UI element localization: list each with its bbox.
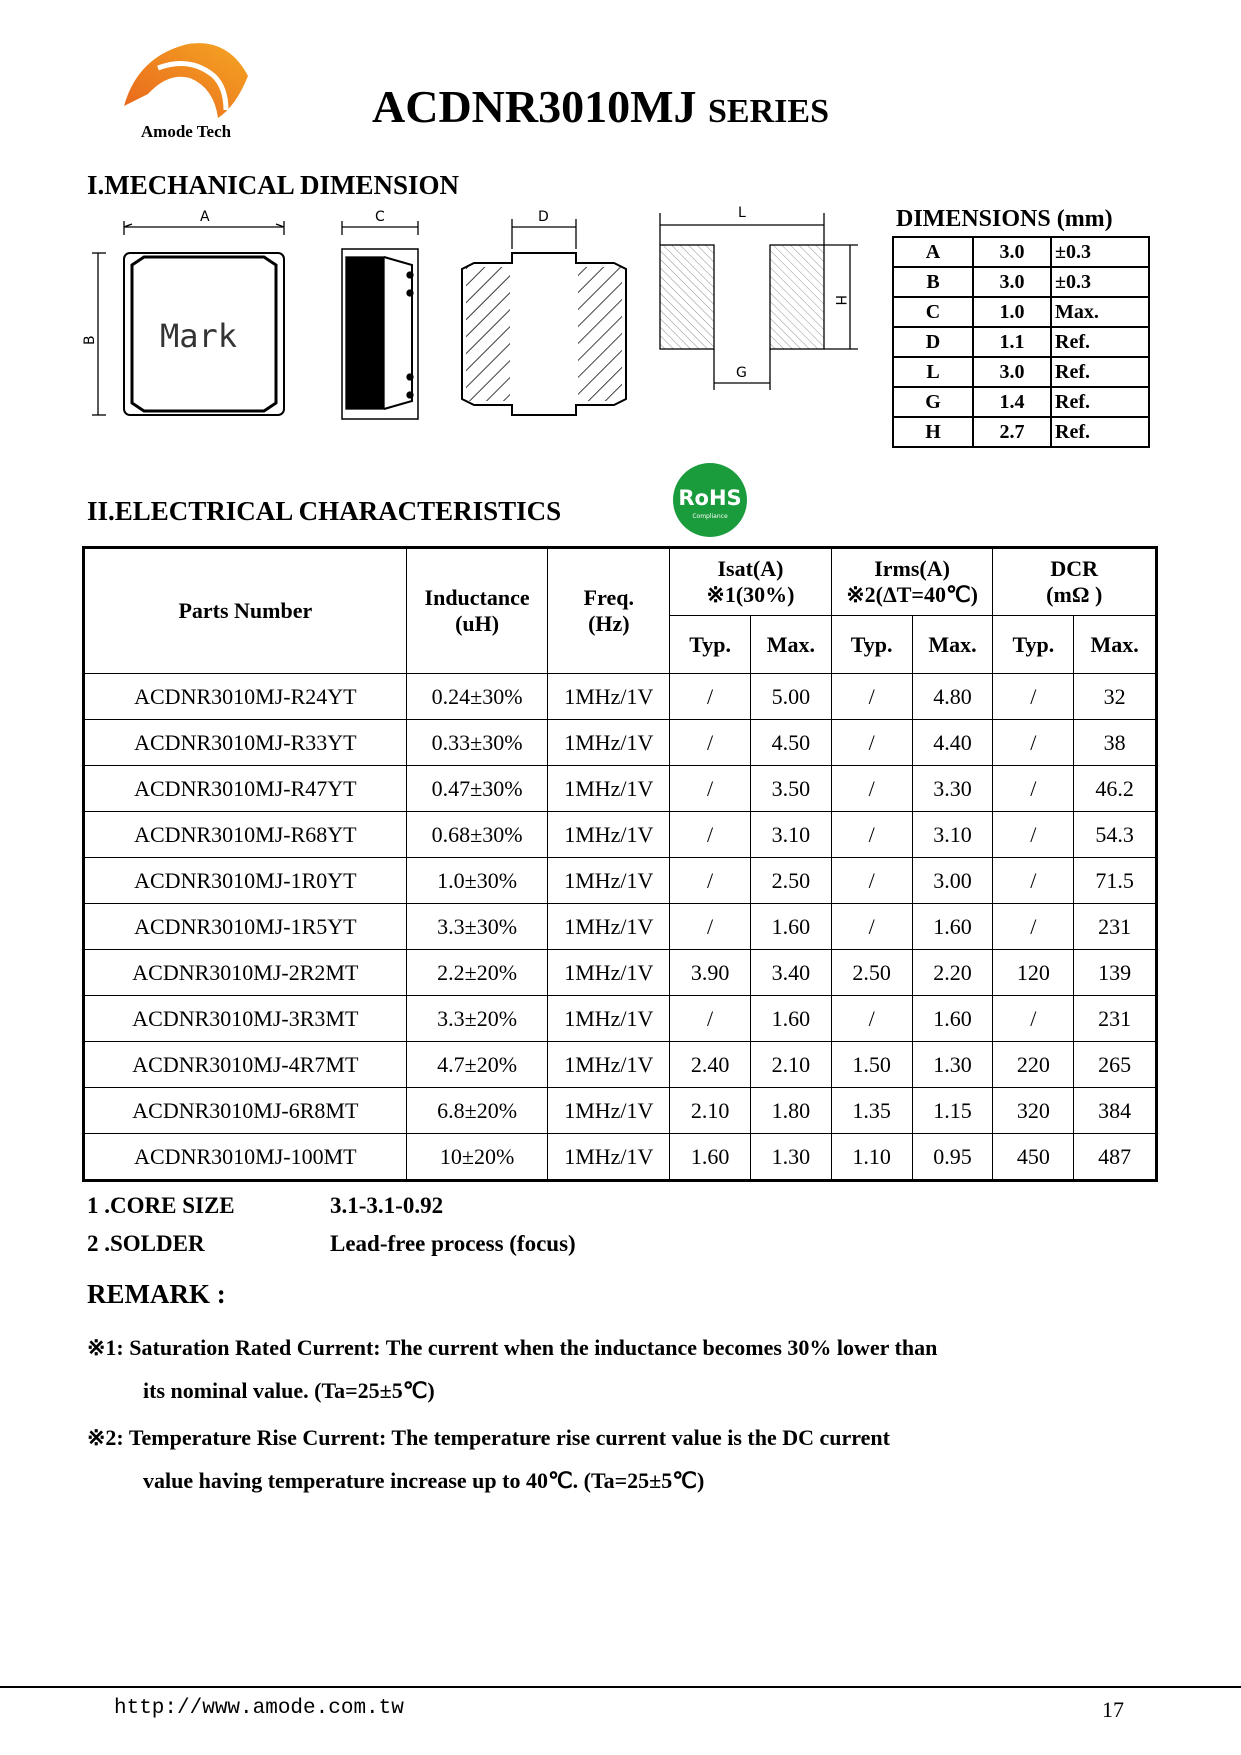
dim-label-d: D xyxy=(538,209,549,225)
cell-isat-typ: 3.90 xyxy=(670,950,751,996)
cell-isat-max: 3.40 xyxy=(750,950,831,996)
dimension-symbol: C xyxy=(893,297,973,327)
cell-dcr-max: 71.5 xyxy=(1074,858,1157,904)
dimension-symbol: A xyxy=(893,237,973,267)
dim-label-g: G xyxy=(736,365,747,381)
dimension-value: 3.0 xyxy=(973,237,1051,267)
title-suffix: SERIES xyxy=(708,93,829,130)
dimension-tolerance: Ref. xyxy=(1051,327,1149,357)
cell-ind: 10±20% xyxy=(406,1134,548,1181)
header-dcr: DCR (mΩ ) xyxy=(993,548,1157,616)
cell-isat-typ: / xyxy=(670,674,751,720)
dimension-row xyxy=(893,237,1149,267)
cell-part: ACDNR3010MJ-1R0YT xyxy=(84,858,407,904)
dimension-row xyxy=(893,267,1149,297)
cell-irms-typ: 1.35 xyxy=(831,1088,912,1134)
dimension-symbol: G xyxy=(893,387,973,417)
dimension-tolerance: Ref. xyxy=(1051,417,1149,447)
header-inductance: Inductance (uH) xyxy=(406,548,548,674)
cell-dcr-typ: / xyxy=(993,720,1074,766)
dimension-row xyxy=(893,417,1149,447)
dimension-value: 3.0 xyxy=(973,357,1051,387)
cell-irms-max: 4.80 xyxy=(912,674,993,720)
dimension-symbol: B xyxy=(893,267,973,297)
cell-dcr-max: 231 xyxy=(1074,904,1157,950)
dimension-row xyxy=(893,387,1149,417)
cell-irms-typ: 1.10 xyxy=(831,1134,912,1181)
dimension-value: 3.0 xyxy=(973,267,1051,297)
cell-isat-max: 1.80 xyxy=(750,1088,831,1134)
cell-irms-typ: / xyxy=(831,996,912,1042)
cell-dcr-max: 32 xyxy=(1074,674,1157,720)
cell-irms-max: 1.30 xyxy=(912,1042,993,1088)
dimension-tolerance: Ref. xyxy=(1051,387,1149,417)
section-electrical-heading: II.ELECTRICAL CHARACTERISTICS xyxy=(87,496,562,526)
rohs-text: RoHS xyxy=(678,486,742,510)
cell-ind: 3.3±20% xyxy=(406,996,548,1042)
cell-irms-typ: / xyxy=(831,904,912,950)
dimensions-table xyxy=(892,236,1150,448)
core-size-label: 1 .CORE SIZE xyxy=(87,1193,235,1218)
title-main: ACDNR3010MJ xyxy=(372,81,697,132)
cell-part: ACDNR3010MJ-2R2MT xyxy=(84,950,407,996)
cell-ind: 0.68±30% xyxy=(406,812,548,858)
dimension-tolerance: ±0.3 xyxy=(1051,237,1149,267)
dimension-row xyxy=(893,357,1149,387)
cell-ind: 0.33±30% xyxy=(406,720,548,766)
header-isat: Isat(A) ※1(30%) xyxy=(670,548,831,616)
cell-part: ACDNR3010MJ-R47YT xyxy=(84,766,407,812)
cell-irms-max: 3.10 xyxy=(912,812,993,858)
cell-dcr-typ: / xyxy=(993,812,1074,858)
cell-isat-typ: 1.60 xyxy=(670,1134,751,1181)
dim-label-l: L xyxy=(738,205,746,221)
cell-dcr-typ: / xyxy=(993,858,1074,904)
cell-isat-max: 2.10 xyxy=(750,1042,831,1088)
cell-part: ACDNR3010MJ-100MT xyxy=(84,1134,407,1181)
table-row xyxy=(84,812,1157,858)
dim-label-a: A xyxy=(200,209,210,225)
page-title xyxy=(372,80,829,133)
cell-isat-typ: / xyxy=(670,766,751,812)
dimension-symbol: D xyxy=(893,327,973,357)
cell-part: ACDNR3010MJ-3R3MT xyxy=(84,996,407,1042)
cell-dcr-max: 54.3 xyxy=(1074,812,1157,858)
dim-label-b: B xyxy=(82,335,98,345)
cell-isat-typ: / xyxy=(670,720,751,766)
cell-irms-typ: / xyxy=(831,812,912,858)
cell-dcr-typ: / xyxy=(993,766,1074,812)
table-row xyxy=(84,996,1157,1042)
cell-irms-max: 2.20 xyxy=(912,950,993,996)
cell-isat-typ: / xyxy=(670,858,751,904)
cell-isat-max: 1.60 xyxy=(750,996,831,1042)
cell-isat-max: 2.50 xyxy=(750,858,831,904)
cell-ind: 2.2±20% xyxy=(406,950,548,996)
cell-dcr-max: 139 xyxy=(1074,950,1157,996)
header-irms-max: Max. xyxy=(912,616,993,674)
cell-irms-max: 1.60 xyxy=(912,904,993,950)
dimension-symbol: H xyxy=(893,417,973,447)
cell-freq: 1MHz/1V xyxy=(548,720,670,766)
header-dcr-typ: Typ. xyxy=(993,616,1074,674)
cell-irms-max: 0.95 xyxy=(912,1134,993,1181)
table-row xyxy=(84,720,1157,766)
table-row xyxy=(84,1042,1157,1088)
cell-dcr-typ: / xyxy=(993,904,1074,950)
remark-1-line-2: its nominal value. (Ta=25±5℃) xyxy=(143,1378,435,1403)
rohs-badge xyxy=(672,462,748,538)
cell-dcr-typ: 320 xyxy=(993,1088,1074,1134)
cell-freq: 1MHz/1V xyxy=(548,950,670,996)
cell-isat-typ: / xyxy=(670,996,751,1042)
cell-ind: 4.7±20% xyxy=(406,1042,548,1088)
cell-dcr-typ: / xyxy=(993,996,1074,1042)
cell-freq: 1MHz/1V xyxy=(548,858,670,904)
cell-irms-typ: 2.50 xyxy=(831,950,912,996)
table-row xyxy=(84,674,1157,720)
cell-freq: 1MHz/1V xyxy=(548,812,670,858)
cell-part: ACDNR3010MJ-R24YT xyxy=(84,674,407,720)
solder-label: 2 .SOLDER xyxy=(87,1231,205,1256)
cell-irms-typ: / xyxy=(831,720,912,766)
cell-isat-max: 3.10 xyxy=(750,812,831,858)
table-row xyxy=(84,1088,1157,1134)
footer-divider xyxy=(0,1686,1241,1688)
dimensions-title: DIMENSIONS (mm) xyxy=(896,206,1113,232)
logo-text: Amode Tech xyxy=(140,122,232,141)
cell-irms-typ: 1.50 xyxy=(831,1042,912,1088)
cell-part: ACDNR3010MJ-4R7MT xyxy=(84,1042,407,1088)
cell-irms-typ: / xyxy=(831,766,912,812)
cell-dcr-max: 265 xyxy=(1074,1042,1157,1088)
dim-label-h: H xyxy=(832,295,848,306)
table-row xyxy=(84,904,1157,950)
cell-freq: 1MHz/1V xyxy=(548,674,670,720)
cell-dcr-max: 46.2 xyxy=(1074,766,1157,812)
dimension-value: 1.4 xyxy=(973,387,1051,417)
header-part-number: Parts Number xyxy=(84,548,407,674)
cell-irms-max: 3.30 xyxy=(912,766,993,812)
rohs-subtext: Compliance xyxy=(692,513,728,520)
page-number: 17 xyxy=(1102,1697,1124,1722)
core-size-value: 3.1-3.1-0.92 xyxy=(330,1193,444,1218)
cell-irms-max: 1.15 xyxy=(912,1088,993,1134)
cell-ind: 1.0±30% xyxy=(406,858,548,904)
cell-ind: 0.47±30% xyxy=(406,766,548,812)
table-row xyxy=(84,858,1157,904)
dimension-row xyxy=(893,327,1149,357)
cell-isat-max: 1.60 xyxy=(750,904,831,950)
cell-part: ACDNR3010MJ-6R8MT xyxy=(84,1088,407,1134)
dim-label-c: C xyxy=(375,209,385,225)
dimension-value: 1.1 xyxy=(973,327,1051,357)
cell-ind: 3.3±30% xyxy=(406,904,548,950)
cell-dcr-typ: / xyxy=(993,674,1074,720)
header-isat-typ: Typ. xyxy=(670,616,751,674)
cell-isat-typ: / xyxy=(670,904,751,950)
mark-text: Mark xyxy=(160,317,238,355)
cell-irms-max: 4.40 xyxy=(912,720,993,766)
cell-isat-typ: / xyxy=(670,812,751,858)
footer-url[interactable]: http://www.amode.com.tw xyxy=(114,1697,404,1720)
cell-irms-typ: / xyxy=(831,858,912,904)
cell-freq: 1MHz/1V xyxy=(548,1088,670,1134)
table-row xyxy=(84,1134,1157,1181)
mechanical-drawings xyxy=(82,205,868,435)
solder-value: Lead-free process (focus) xyxy=(330,1231,576,1256)
dimension-tolerance: Ref. xyxy=(1051,357,1149,387)
cell-isat-max: 4.50 xyxy=(750,720,831,766)
cell-freq: 1MHz/1V xyxy=(548,766,670,812)
cell-part: ACDNR3010MJ-R33YT xyxy=(84,720,407,766)
cell-dcr-max: 38 xyxy=(1074,720,1157,766)
dimension-tolerance: ±0.3 xyxy=(1051,267,1149,297)
cell-irms-max: 1.60 xyxy=(912,996,993,1042)
table-row xyxy=(84,766,1157,812)
remark-heading: REMARK : xyxy=(87,1279,226,1309)
remark-1-line-1: ※1: Saturation Rated Current: The current when the inductance becomes 30% lower than xyxy=(87,1335,938,1360)
header-isat-max: Max. xyxy=(750,616,831,674)
cell-dcr-typ: 450 xyxy=(993,1134,1074,1181)
header-frequency: Freq. (Hz) xyxy=(548,548,670,674)
cell-ind: 0.24±30% xyxy=(406,674,548,720)
dimension-value: 2.7 xyxy=(973,417,1051,447)
cell-isat-max: 1.30 xyxy=(750,1134,831,1181)
cell-irms-typ: / xyxy=(831,674,912,720)
cell-dcr-typ: 120 xyxy=(993,950,1074,996)
cell-isat-typ: 2.40 xyxy=(670,1042,751,1088)
cell-dcr-max: 231 xyxy=(1074,996,1157,1042)
section-mechanical-heading: I.MECHANICAL DIMENSION xyxy=(87,170,460,200)
cell-dcr-max: 487 xyxy=(1074,1134,1157,1181)
electrical-table xyxy=(82,546,1158,1182)
cell-dcr-typ: 220 xyxy=(993,1042,1074,1088)
cell-freq: 1MHz/1V xyxy=(548,1042,670,1088)
dimension-symbol: L xyxy=(893,357,973,387)
cell-irms-max: 3.00 xyxy=(912,858,993,904)
cell-part: ACDNR3010MJ-R68YT xyxy=(84,812,407,858)
dimension-row xyxy=(893,297,1149,327)
header-irms: Irms(A) ※2(ΔT=40℃) xyxy=(831,548,993,616)
cell-isat-typ: 2.10 xyxy=(670,1088,751,1134)
cell-isat-max: 3.50 xyxy=(750,766,831,812)
header-dcr-max: Max. xyxy=(1074,616,1157,674)
header-irms-typ: Typ. xyxy=(831,616,912,674)
remark-2-line-2: value having temperature increase up to 40℃. (Ta=25±5℃) xyxy=(143,1468,705,1493)
table-row xyxy=(84,950,1157,996)
dimension-value: 1.0 xyxy=(973,297,1051,327)
cell-isat-max: 5.00 xyxy=(750,674,831,720)
cell-ind: 6.8±20% xyxy=(406,1088,548,1134)
dimension-tolerance: Max. xyxy=(1051,297,1149,327)
cell-dcr-max: 384 xyxy=(1074,1088,1157,1134)
cell-part: ACDNR3010MJ-1R5YT xyxy=(84,904,407,950)
cell-freq: 1MHz/1V xyxy=(548,996,670,1042)
remark-2-line-1: ※2: Temperature Rise Current: The temperature rise current value is the DC current xyxy=(87,1425,890,1450)
cell-freq: 1MHz/1V xyxy=(548,904,670,950)
cell-freq: 1MHz/1V xyxy=(548,1134,670,1181)
